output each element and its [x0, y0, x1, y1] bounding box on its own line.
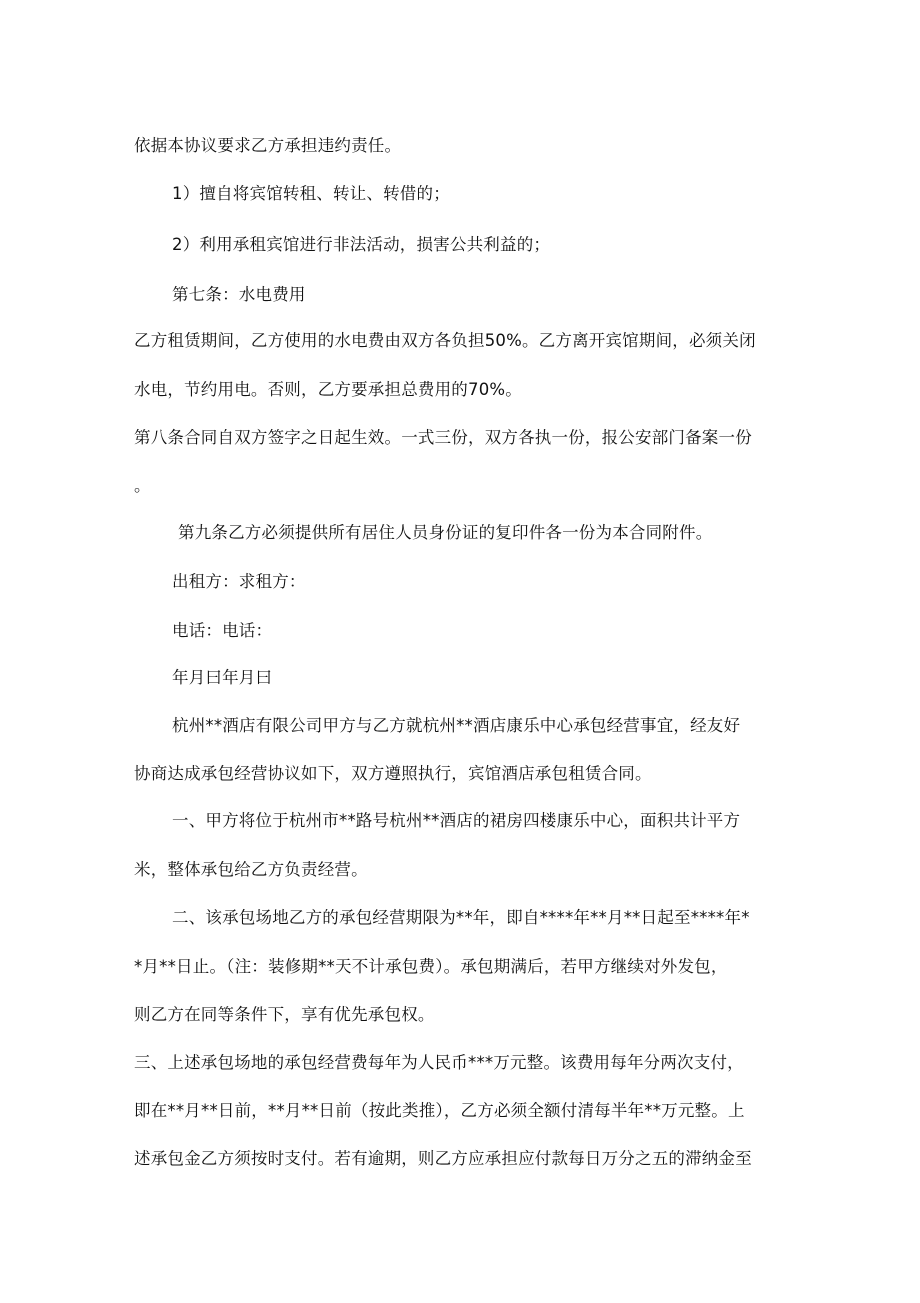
signature-parties-line: 出租方：求租方：	[172, 572, 306, 591]
paragraph-line: 。	[134, 476, 151, 495]
paragraph-line: *月**日止。（注：装修期**天不计承包费）。承包期满后，若甲方继续对外发包，	[134, 957, 728, 976]
section-heading: 第七条：水电费用	[172, 285, 306, 304]
paragraph-line: 第九条乙方必须提供所有居住人员身份证的复印件各一份为本合同附件。	[178, 523, 713, 542]
paragraph-line: 第八条合同自双方签字之日起生效。一式三份，双方各执一份，报公安部门备案一份	[134, 428, 752, 447]
paragraph-line: 水电，节约用电。否则，乙方要承担总费用的70%。	[134, 380, 522, 399]
paragraph-line: 一、甲方将位于杭州市**路号杭州**酒店的裙房四楼康乐中心，面积共计平方	[172, 811, 741, 830]
paragraph-line: 2）利用承租宾馆进行非法活动，损害公共利益的；	[172, 235, 551, 254]
paragraph-line: 二、该承包场地乙方的承包经营期限为**年，即自****年**月**日起至****年*	[172, 908, 750, 927]
paragraph-line: 即在**月**日前，**月**日前（按此类推），乙方必须全额付清每半年**万元整。上	[134, 1101, 745, 1120]
date-line: 年月曰年月曰	[172, 668, 273, 687]
paragraph-line: 乙方租赁期间，乙方使用的水电费由双方各负担50%。乙方离开宾馆期间，必须关闭	[134, 331, 756, 350]
paragraph-line: 三、上述承包场地的承包经营费每年为人民币***万元整。该费用每年分两次支付，	[134, 1053, 744, 1072]
paragraph-line: 述承包金乙方须按时支付。若有逾期，则乙方应承担应付款每日万分之五的滞纳金至	[134, 1149, 752, 1168]
phone-line: 电话：电话：	[172, 621, 273, 640]
paragraph-line: 1）擅自将宾馆转租、转让、转借的；	[172, 184, 450, 203]
paragraph-line: 依据本协议要求乙方承担违约责任。	[134, 136, 402, 155]
paragraph-line: 协商达成承包经营协议如下，双方遵照执行，宾馆酒店承包租赁合同。	[134, 764, 652, 783]
paragraph-line: 则乙方在同等条件下，享有优先承包权。	[134, 1005, 435, 1024]
paragraph-line: 米，整体承包给乙方负责经营。	[134, 860, 368, 879]
paragraph-line: 杭州**酒店有限公司甲方与乙方就杭州**酒店康乐中心承包经营事宜，经友好	[172, 716, 741, 735]
